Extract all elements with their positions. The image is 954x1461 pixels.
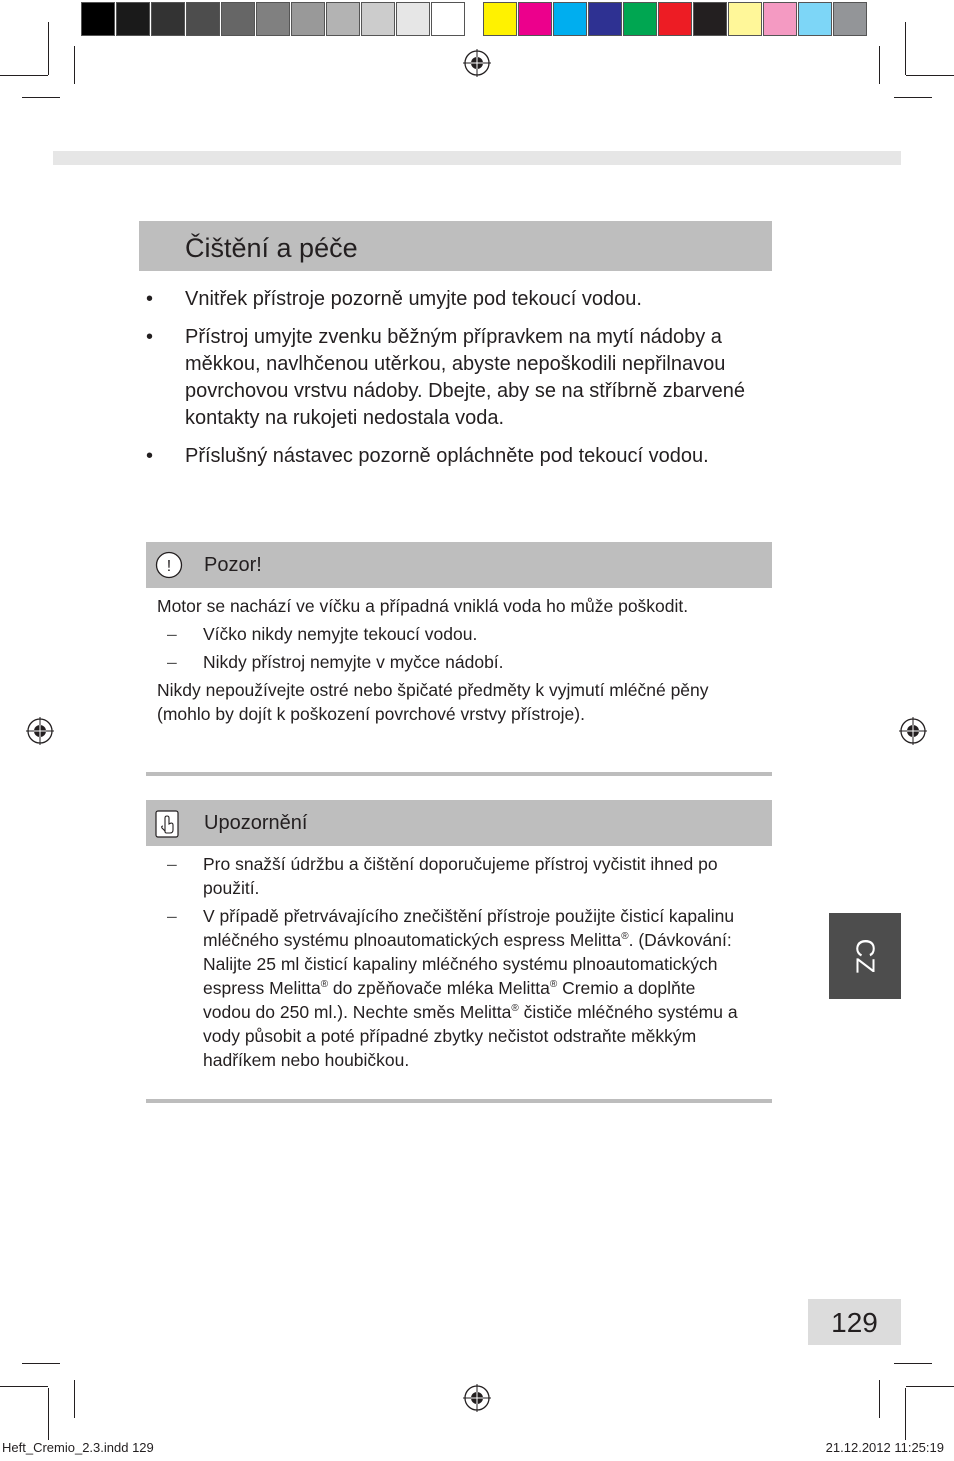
color-swatch <box>116 2 150 36</box>
list-item <box>157 904 742 1072</box>
color-swatch <box>728 2 762 36</box>
list-item <box>157 650 742 674</box>
color-swatch <box>623 2 657 36</box>
exclamation-icon <box>155 551 183 579</box>
note-bottom-rule <box>146 1099 772 1103</box>
caution-header <box>146 542 772 588</box>
pointing-hand-icon <box>155 810 179 838</box>
color-swatch <box>81 2 115 36</box>
list-item-text: Přístroj umyjte zvenku běžným přípravkem na mytí nádoby a měkkou, navlhčenou utěrkou, abyste nepoškodili nepřilnavou povrchovou vrstvu nádoby. Dbejte, aby se na stříbrně zbarvené kontakty na rukojeti nedostala voda. <box>185 326 745 429</box>
crop-mark <box>48 22 49 75</box>
color-swatch <box>431 2 465 36</box>
page-number: 129 <box>831 1307 878 1338</box>
color-swatch <box>256 2 290 36</box>
dash: – <box>167 652 177 672</box>
slug-right: 21.12.2012 11:25:19 <box>825 1440 944 1455</box>
color-swatch <box>518 2 552 36</box>
slug-left: Heft_Cremio_2.3.indd 129 <box>2 1440 154 1455</box>
list-item <box>139 286 759 313</box>
color-swatch <box>798 2 832 36</box>
color-swatch <box>763 2 797 36</box>
section-title-bar <box>139 221 772 271</box>
crop-mark <box>894 1363 932 1364</box>
crop-mark <box>22 1363 60 1364</box>
grayscale-bar <box>81 2 466 36</box>
bullet: • <box>146 326 154 348</box>
color-swatch <box>658 2 692 36</box>
note-header <box>146 800 772 846</box>
caution-body <box>157 594 742 726</box>
color-swatch <box>151 2 185 36</box>
registration-mark-icon <box>463 1384 491 1412</box>
color-swatch <box>186 2 220 36</box>
crop-mark <box>906 75 954 76</box>
crop-mark <box>906 1386 954 1387</box>
registration-mark-icon <box>899 717 927 745</box>
note-body <box>157 848 742 1076</box>
list-item <box>157 852 742 900</box>
note-title: Upozornění <box>204 812 308 834</box>
list-item-text: Vnitřek přístroje pozorně umyjte pod tekoucí vodou. <box>185 288 642 310</box>
caution-bottom-rule <box>146 772 772 776</box>
svg-text:!: ! <box>166 558 172 575</box>
crop-mark <box>0 1386 48 1387</box>
crop-mark <box>74 46 75 84</box>
color-swatch <box>693 2 727 36</box>
color-bar <box>483 2 868 36</box>
list-item-text: Nikdy přístroj nemyjte v myčce nádobí. <box>203 652 504 672</box>
crop-mark <box>74 1380 75 1418</box>
color-swatch <box>483 2 517 36</box>
list-item <box>139 324 759 432</box>
registration-mark-icon <box>463 49 491 77</box>
list-item <box>139 443 759 470</box>
crop-mark <box>48 1388 49 1440</box>
color-swatch <box>291 2 325 36</box>
dash: – <box>167 906 177 926</box>
section-title: Čištění a péče <box>185 233 358 263</box>
caution-intro: Motor se nachází ve víčku a případná vniklá voda ho může poškodit. <box>157 596 689 616</box>
cleaning-instructions-list <box>139 286 759 481</box>
color-swatch <box>553 2 587 36</box>
crop-mark <box>905 22 906 75</box>
bullet: • <box>146 445 154 467</box>
crop-mark <box>905 1388 906 1440</box>
color-swatch <box>833 2 867 36</box>
caution-title: Pozor! <box>204 554 262 576</box>
list-item-text: Víčko nikdy nemyjte tekoucí vodou. <box>203 624 478 644</box>
color-swatch <box>588 2 622 36</box>
list-item-text: V případě přetrvávajícího znečištění přístroje použijte čisticí kapalinu mléčného systému plnoautomatických espress Melitta®. (Dávkování: Nalijte 25 ml čisticí kapaliny mléčného systému plnoautomatických espress Melitta® do zpěňovače mléka Melitta® Cremio a doplňte vodou do 250 ml.). Nechte směs Melitta® čističe mléčného systému a vody působit a poté případné zbytky nečistot odstraňte měkkým hadříkem nebo houbičkou. <box>203 906 738 1070</box>
language-tab-label: CZ <box>850 938 881 974</box>
color-swatch <box>361 2 395 36</box>
header-stripe <box>53 151 901 165</box>
language-tab <box>829 913 901 999</box>
caution-outro: Nikdy nepoužívejte ostré nebo špičaté předměty k vyjmutí mléčné pěny (mohlo by dojít k poškození povrchové vrstvy přístroje). <box>157 680 709 724</box>
crop-mark <box>879 1380 880 1418</box>
crop-mark <box>894 97 932 98</box>
dash: – <box>167 854 177 874</box>
color-swatch <box>326 2 360 36</box>
color-swatch <box>396 2 430 36</box>
color-swatch <box>221 2 255 36</box>
bullet: • <box>146 288 154 310</box>
list-item-text: Pro snažší údržbu a čištění doporučujeme přístroj vyčistit ihned po použití. <box>203 854 718 898</box>
registration-mark-icon <box>26 717 54 745</box>
crop-mark <box>0 75 48 76</box>
list-item-text: Příslušný nástavec pozorně opláchněte pod tekoucí vodou. <box>185 445 709 467</box>
dash: – <box>167 624 177 644</box>
crop-mark <box>879 46 880 84</box>
page-number-box <box>808 1299 901 1345</box>
crop-mark <box>22 97 60 98</box>
list-item <box>157 622 742 646</box>
